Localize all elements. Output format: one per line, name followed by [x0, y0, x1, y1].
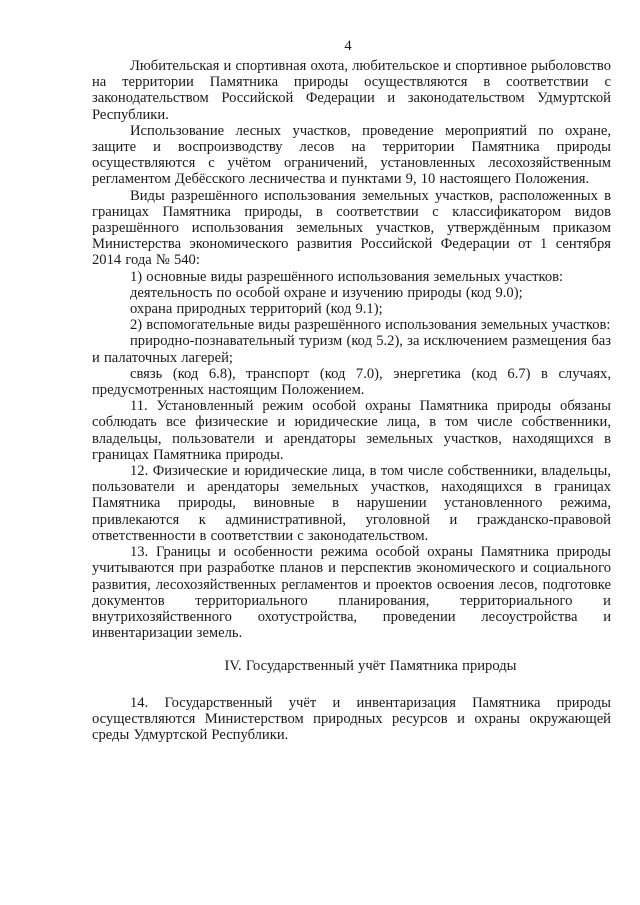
- list-item-tourism: природно-познавательный туризм (код 5.2), за исключением размещения баз и палаточных лагерей;: [92, 333, 611, 366]
- section-heading: IV. Государственный учёт Памятника природы: [224, 658, 517, 675]
- paragraph-forest-use: Использование лесных участков, проведение мероприятий по охране, защите и воспроизводству лесов на территории Памятника природы осуществляются с учётом ограничений, установленных лесохозяйственным регламентом Дебёсского лесничества и пунктами 9, 10 настоящего Положения.: [92, 122, 611, 188]
- document-body: [92, 58, 611, 743]
- paragraph-item-11: 11. Установленный режим особой охраны Памятника природы обязаны соблюдать все физические и юридические лица, в том числе собственники, владельцы, пользователи и арендаторы земельных участков, находящихся в границах Памятника природы.: [92, 398, 611, 463]
- list-item-main-uses: 1) основные виды разрешённого использования земельных участков:: [130, 268, 564, 285]
- paragraph-item-14: 14. Государственный учёт и инвентаризация Памятника природы осуществляются Министерством природных ресурсов и охраны окружающей среды Удмуртской Республики.: [92, 694, 611, 743]
- paragraph-land-use-types: Виды разрешённого использования земельных участков, расположенных в границах Памятника природы, в соответствии с классификатором видов разрешённого использования земельных участков, утверждённым приказом Министерства экономического развития Российской Федерации от 1 сентября 2014 года № 540:: [92, 187, 611, 269]
- list-item-protection-activity: деятельность по особой охране и изучению природы (код 9.0);: [130, 284, 523, 301]
- page-number: 4: [344, 38, 352, 54]
- paragraph-hunting-fishing: Любительская и спортивная охота, любительское и спортивное рыболовство на территории Памятника природы осуществляются в соответствии с законодательством Российской Федерации и законодательством Удмуртской Республики.: [92, 58, 611, 123]
- paragraph-item-12: 12. Физические и юридические лица, в том числе собственники, владельцы, пользователи и арендаторы земельных участков, находящихся в границах Памятника природы, виновные в нарушении установленного режима, привлекаются к административной, уголовной и гражданско-правовой ответственности в соответствии с законодательством.: [92, 463, 611, 544]
- list-item-territory-protection: охрана природных территорий (код 9.1);: [130, 301, 383, 318]
- list-item-infrastructure: связь (код 6.8), транспорт (код 7.0), энергетика (код 6.7) в случаях, предусмотренных настоящим Положением.: [92, 365, 611, 399]
- list-item-auxiliary-uses: 2) вспомогательные виды разрешённого использования земельных участков:: [130, 317, 611, 334]
- paragraph-item-13: 13. Границы и особенности режима особой охраны Памятника природы учитываются при разработке планов и перспектив экономического и социального развития, лесохозяйственных регламентов и проектов освоения лесов, подготовке документов территориального планирования, территориального и внутрихозяйственного охотустройства, проведении лесоустройства и инвентаризации земель.: [92, 544, 611, 642]
